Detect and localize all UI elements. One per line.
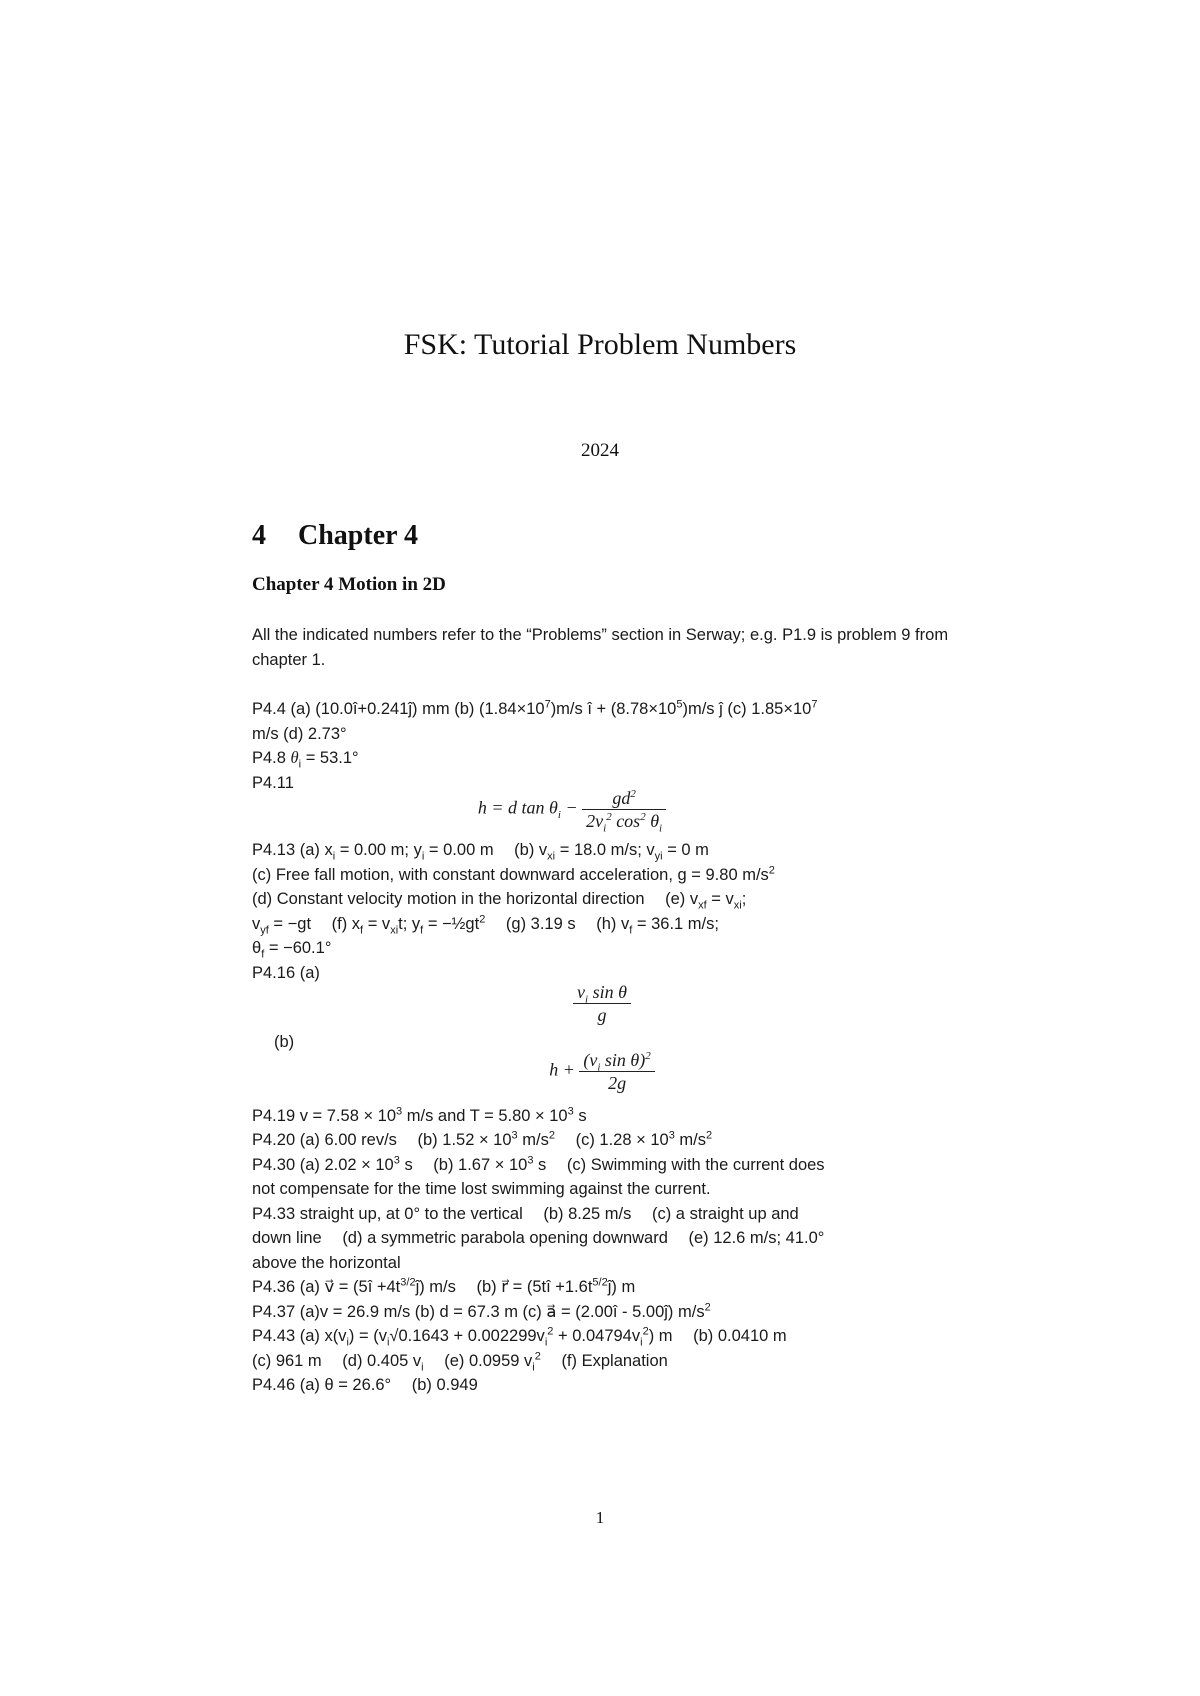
- text-fragment: i: [544, 1336, 548, 1349]
- document-date: 2024: [581, 440, 619, 461]
- answer-label: P4.11: [252, 773, 294, 792]
- text-fragment: above the horizontal: [252, 1253, 401, 1272]
- text-fragment: i: [597, 1061, 601, 1074]
- intro-paragraph: All the indicated numbers refer to the “Problems” section in Serway; e.g. P1.9 is problem 9 from chapter 1.: [252, 626, 949, 669]
- answer-p4-33: [252, 1202, 952, 1276]
- text-fragment: P4.33 straight up, at 0° to the vertical: [252, 1204, 523, 1223]
- text-fragment: down line: [252, 1229, 322, 1247]
- answer-p4-37: [252, 1300, 952, 1325]
- text-fragment: (b) 1.67 × 10: [433, 1155, 528, 1174]
- text-fragment: not compensate for the time lost swimming against the current.: [252, 1180, 711, 1198]
- text-fragment: sin θ: [592, 982, 627, 1002]
- answer-text: P4.4 (a) (10.0î+0.241ĵ) mm (b) (1.84×10: [252, 700, 545, 718]
- answer-p4-16: [252, 961, 952, 1094]
- text-line: [252, 1202, 952, 1227]
- text-fragment: 2: [548, 1129, 555, 1142]
- text-fragment: 2: [704, 1301, 711, 1313]
- text-fragment: i: [421, 1360, 424, 1373]
- text-fragment: 2: [547, 1325, 554, 1338]
- text-fragment: P4.20 (a) 6.00 rev/s: [252, 1131, 397, 1149]
- text-fragment: (d) a symmetric parabola opening downward: [342, 1229, 668, 1247]
- text-fragment: = v: [367, 914, 391, 933]
- text-line: [252, 1324, 952, 1349]
- text-fragment: = 0.00 m; y: [339, 841, 422, 859]
- text-fragment: 3: [511, 1129, 518, 1142]
- fraction: [582, 787, 666, 835]
- text-fragment: g: [597, 1005, 607, 1025]
- text-fragment: 3/2: [400, 1276, 416, 1289]
- text-fragment: (c) Free fall motion, with constant downward acceleration, g = 9.80 m/s: [252, 865, 769, 884]
- text-fragment: (c) Swimming with the current does: [566, 1155, 825, 1174]
- numerator: [582, 787, 666, 810]
- text-fragment: (b) 8.25 m/s: [543, 1204, 632, 1223]
- section-heading: [252, 520, 418, 552]
- subscript: i: [603, 822, 607, 835]
- section-number: 4: [252, 520, 266, 551]
- answer-p4-13: [252, 838, 952, 961]
- text-fragment: P4.36 (a) v⃗ = (5î +4t: [252, 1278, 401, 1296]
- text-fragment: (h) v: [596, 914, 630, 933]
- text-fragment: f: [629, 923, 633, 936]
- text-fragment: f: [420, 923, 424, 936]
- subscript: i: [659, 822, 663, 835]
- denominator-text: cos: [616, 811, 641, 831]
- text-fragment: m/s: [522, 1131, 549, 1149]
- text-fragment: ;: [741, 890, 747, 908]
- text-fragment: (e) v: [665, 890, 699, 908]
- answer-text: )m/s ĵ (c) 1.85×10: [682, 700, 812, 718]
- text-fragment: = −gt: [273, 914, 312, 933]
- answer-label: P4.16 (a): [252, 963, 320, 982]
- document-title: FSK: Tutorial Problem Numbers: [403, 328, 797, 361]
- text-fragment: s: [578, 1106, 587, 1125]
- text-fragment: = 36.1 m/s;: [636, 914, 719, 933]
- text-fragment: v: [577, 982, 586, 1002]
- text-fragment: (f) Explanation: [561, 1351, 668, 1370]
- text-fragment: f: [261, 948, 265, 961]
- answer-label: P4.8: [252, 749, 286, 767]
- text-fragment: v: [252, 914, 261, 933]
- text-fragment: i: [585, 993, 589, 1006]
- text-fragment: i: [421, 850, 425, 863]
- numerator-text: gd: [612, 788, 631, 808]
- text-fragment: s: [538, 1155, 547, 1174]
- text-fragment: m/s and T = 5.80 × 10: [406, 1106, 568, 1125]
- text-fragment: 2: [768, 864, 775, 876]
- superscript: 2: [606, 811, 612, 823]
- superscript: 2: [640, 811, 646, 823]
- text-fragment: xi: [390, 923, 399, 936]
- text-fragment: (c) a straight up and: [651, 1204, 799, 1223]
- text-fragment: (d) 0.405 v: [342, 1351, 422, 1370]
- answer-p4-46: [252, 1373, 952, 1398]
- subscript: i: [298, 758, 302, 771]
- text-fragment: = 18.0 m/s; v: [559, 841, 655, 859]
- answer-text: m/s (d) 2.73°: [252, 724, 347, 743]
- text-fragment: (b) 1.52 × 10: [417, 1131, 512, 1149]
- text-fragment: sin θ): [604, 1049, 646, 1070]
- text-fragment: s: [404, 1155, 413, 1174]
- text-fragment: P4.30 (a) 2.02 × 10: [252, 1155, 394, 1174]
- answer-line: [252, 838, 952, 863]
- text-fragment: 2: [534, 1350, 541, 1362]
- superscript: 7: [811, 698, 818, 711]
- text-fragment: = −½gt: [427, 914, 480, 933]
- answer-p4-8: [252, 746, 952, 771]
- minus-sign: −: [565, 797, 578, 818]
- text-fragment: ĵ) m: [607, 1278, 636, 1296]
- text-fragment: P4.19 v = 7.58 × 10: [252, 1106, 397, 1125]
- answer-p4-30: [252, 1153, 952, 1202]
- text-fragment: = 0 m: [667, 841, 709, 859]
- text-fragment: = −60.1°: [268, 939, 332, 957]
- text-fragment: (f) x: [331, 914, 361, 933]
- answers-list: [252, 697, 952, 1398]
- text-fragment: θ: [252, 939, 262, 957]
- text-fragment: (c) 1.28 × 10: [575, 1131, 669, 1149]
- text-line: [252, 1226, 952, 1251]
- text-fragment: (b) 0.949: [411, 1376, 478, 1394]
- subscript: i: [557, 809, 561, 822]
- text-fragment: xi: [547, 850, 556, 863]
- text-fragment: m/s: [679, 1131, 706, 1149]
- text-line: [579, 1049, 654, 1072]
- equation-p4-11: [192, 787, 952, 835]
- text-fragment: i: [332, 850, 336, 863]
- text-fragment: 2: [645, 1049, 651, 1062]
- text-fragment: (b) v: [514, 841, 548, 859]
- text-fragment: 3: [668, 1129, 675, 1142]
- subsection-heading: Chapter 4 Motion in 2D: [252, 574, 446, 595]
- text-fragment: 2g: [608, 1072, 627, 1093]
- text-fragment: yf: [260, 923, 269, 936]
- answer-p4-36: [252, 1275, 952, 1300]
- text-fragment: f: [360, 923, 364, 936]
- text-fragment: yi: [654, 850, 663, 863]
- answer-line: [252, 912, 952, 937]
- answer-p4-19: [252, 1104, 952, 1129]
- text-line: [573, 981, 631, 1004]
- fraction: [579, 1049, 654, 1094]
- text-fragment: i: [640, 1336, 643, 1349]
- text-fragment: 3: [527, 1154, 534, 1166]
- text-line: [252, 1153, 952, 1178]
- text-fragment: 3: [567, 1105, 574, 1117]
- answer-text: )m/s î + (8.78×10: [550, 700, 677, 718]
- text-fragment: P4.37 (a)v = 26.9 m/s (b) d = 67.3 m (c) a⃗ = (2.00î - 5.00ĵ) m/s: [252, 1302, 705, 1321]
- text-fragment: (c) 961 m: [252, 1351, 322, 1370]
- text-fragment: xf: [698, 899, 707, 912]
- superscript: 5: [676, 698, 683, 711]
- superscript: 2: [630, 788, 636, 800]
- page-number: 1: [595, 1508, 605, 1527]
- text-fragment: (b) r⃗ = (5tî +1.6t: [476, 1278, 593, 1296]
- math-symbol: θ: [290, 748, 299, 767]
- answer-p4-43: [252, 1324, 952, 1373]
- text-fragment: = v: [711, 890, 734, 908]
- text-fragment: (e) 12.6 m/s; 41.0°: [688, 1229, 825, 1247]
- answer-p4-20: [252, 1128, 952, 1153]
- text-fragment: P4.13 (a) x: [252, 841, 333, 859]
- answer-line: [252, 863, 952, 888]
- text-fragment: 2: [642, 1325, 649, 1338]
- text-fragment: xi: [733, 899, 742, 912]
- text-fragment: = 0.00 m: [428, 841, 494, 859]
- text-fragment: (g) 3.19 s: [505, 914, 576, 933]
- answer-label: (b): [274, 1033, 295, 1051]
- section-title: Chapter 4: [298, 520, 419, 551]
- fraction: [573, 981, 631, 1026]
- text-fragment: (v: [583, 1049, 598, 1070]
- text-fragment: (e) 0.0959 v: [444, 1351, 533, 1370]
- text-fragment: 2: [479, 913, 486, 925]
- text-fragment: 5/2: [592, 1276, 608, 1289]
- equation-p4-16b: [252, 1049, 952, 1094]
- equation-lhs: h = d tan θ: [477, 797, 558, 818]
- text-fragment: i: [386, 1336, 390, 1349]
- text-fragment: (d) Constant velocity motion in the horizontal direction: [252, 890, 645, 908]
- text-fragment: i: [346, 1336, 349, 1349]
- text-fragment: 3: [396, 1105, 403, 1117]
- text-fragment: 3: [393, 1154, 400, 1166]
- superscript: 7: [544, 698, 551, 711]
- denominator-text: 2v: [586, 811, 604, 831]
- text-fragment: 2: [706, 1129, 713, 1142]
- text-fragment: ĵ) m/s: [415, 1278, 456, 1296]
- answer-p4-4: [252, 697, 952, 746]
- answer-line: [252, 887, 952, 912]
- answer-text: = 53.1°: [305, 749, 359, 767]
- text-fragment: t; y: [398, 914, 421, 933]
- text-fragment: (b) 0.0410 m: [693, 1327, 787, 1345]
- answer-line: [252, 936, 952, 961]
- text-fragment: + 0.04794v: [557, 1327, 641, 1345]
- text-fragment: √0.1643 + 0.002299v: [389, 1327, 545, 1345]
- denominator: [582, 810, 666, 835]
- text-line: [252, 1349, 952, 1374]
- text-fragment: i: [532, 1360, 535, 1373]
- denominator-text: θ: [650, 811, 660, 831]
- text-fragment: ) = (v: [348, 1327, 387, 1345]
- answer-p4-11: [252, 771, 952, 833]
- text-fragment: h +: [549, 1059, 575, 1080]
- text-fragment: P4.43 (a) x(v: [252, 1327, 347, 1345]
- text-fragment: P4.46 (a) θ = 26.6°: [252, 1376, 392, 1394]
- equation-p4-16a: [252, 981, 952, 1026]
- text-fragment: ) m: [648, 1327, 673, 1345]
